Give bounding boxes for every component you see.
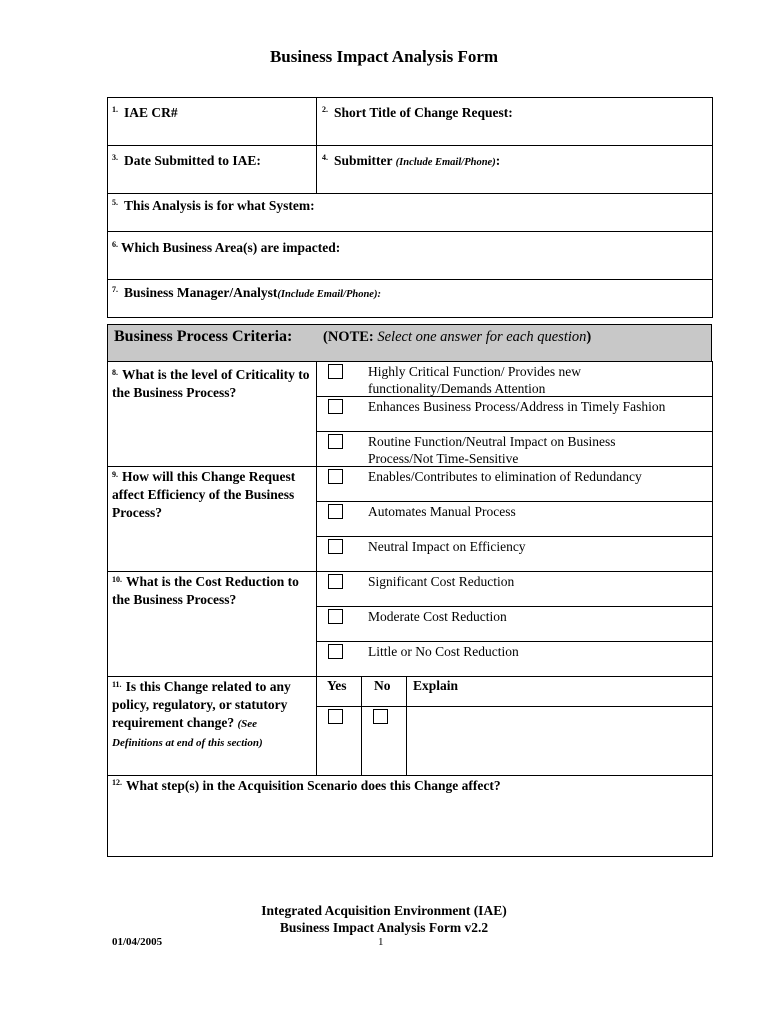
field-date-submitted[interactable]: $^{3.}$ Date Submitted to IAE: <box>112 153 261 168</box>
footer-date: 01/04/2005 <box>112 936 163 948</box>
criteria-header <box>107 324 712 362</box>
checkbox-q10-opt3[interactable] <box>328 644 343 659</box>
acquisition-scenario-field[interactable] <box>108 796 711 856</box>
option-q8-1: Highly Critical Function/ Provides new functionality/Demands Attention <box>368 364 581 396</box>
criteria-note: (NOTE: Select one answer for each question) <box>323 329 592 345</box>
question-acquisition-scenario: $^{12.}$ What step(s) in the Acquisition Scenario does this Change affect? <box>112 778 501 793</box>
field-business-areas[interactable]: $^{6.}$ Which Business Area(s) are impacted: <box>112 240 341 255</box>
option-q10-3: Little or No Cost Reduction <box>368 644 519 659</box>
explain-field[interactable] <box>408 708 711 774</box>
option-q9-2: Automates Manual Process <box>368 504 516 519</box>
form-title: Business Impact Analysis Form <box>269 47 499 66</box>
option-q9-1: Enables/Contributes to elimination of Redundancy <box>368 469 642 484</box>
question-efficiency: $^{9.}$ How will this Change Request affect Efficiency of the Business Process? <box>112 469 296 520</box>
field-iae-cr[interactable]: $^{1.}$ IAE CR# <box>112 105 178 120</box>
checkbox-q8-opt1[interactable] <box>328 364 343 379</box>
field-business-manager[interactable]: $^{7.}$ Business Manager/Analyst(Include Email/Phone): <box>112 285 381 300</box>
question-policy-change: $^{11.}$ Is this Change related to any policy, regulatory, or statutory requirement change? (See Definitions at end of this section) <box>112 679 291 749</box>
checkbox-q11-yes[interactable] <box>328 709 343 724</box>
checkbox-q10-opt1[interactable] <box>328 574 343 589</box>
checkbox-q8-opt3[interactable] <box>328 434 343 449</box>
checkbox-q11-no[interactable] <box>373 709 388 724</box>
field-submitter[interactable]: $^{4.}$ Submitter (Include Email/Phone): <box>322 153 501 168</box>
option-q9-3: Neutral Impact on Efficiency <box>368 539 526 554</box>
col-yes: Yes <box>327 678 347 693</box>
option-q8-2: Enhances Business Process/Address in Timely Fashion <box>368 399 666 414</box>
criteria-title: Business Process Criteria: <box>114 328 293 345</box>
footer-line2: Business Impact Analysis Form v2.2 <box>279 920 489 935</box>
field-system[interactable]: $^{5.}$ This Analysis is for what System: <box>112 198 315 213</box>
question-criticality: $^{8.}$ What is the level of Criticality to the Business Process? <box>112 367 310 400</box>
option-q10-2: Moderate Cost Reduction <box>368 609 507 624</box>
page-number: 1 <box>378 936 384 948</box>
question-cost-reduction: $^{10.}$ What is the Cost Reduction to the Business Process? <box>112 574 299 607</box>
col-no: No <box>374 678 391 693</box>
option-q8-3: Routine Function/Neutral Impact on Business Process/Not Time-Sensitive <box>368 434 616 466</box>
checkbox-q9-opt2[interactable] <box>328 504 343 519</box>
footer-line1: Integrated Acquisition Environment (IAE) <box>261 903 507 918</box>
option-q10-1: Significant Cost Reduction <box>368 574 515 589</box>
checkbox-q8-opt2[interactable] <box>328 399 343 414</box>
field-short-title[interactable]: $^{2.}$ Short Title of Change Request: <box>322 105 513 120</box>
checkbox-q9-opt1[interactable] <box>328 469 343 484</box>
col-explain: Explain <box>413 678 459 693</box>
checkbox-q10-opt2[interactable] <box>328 609 343 624</box>
checkbox-q9-opt3[interactable] <box>328 539 343 554</box>
